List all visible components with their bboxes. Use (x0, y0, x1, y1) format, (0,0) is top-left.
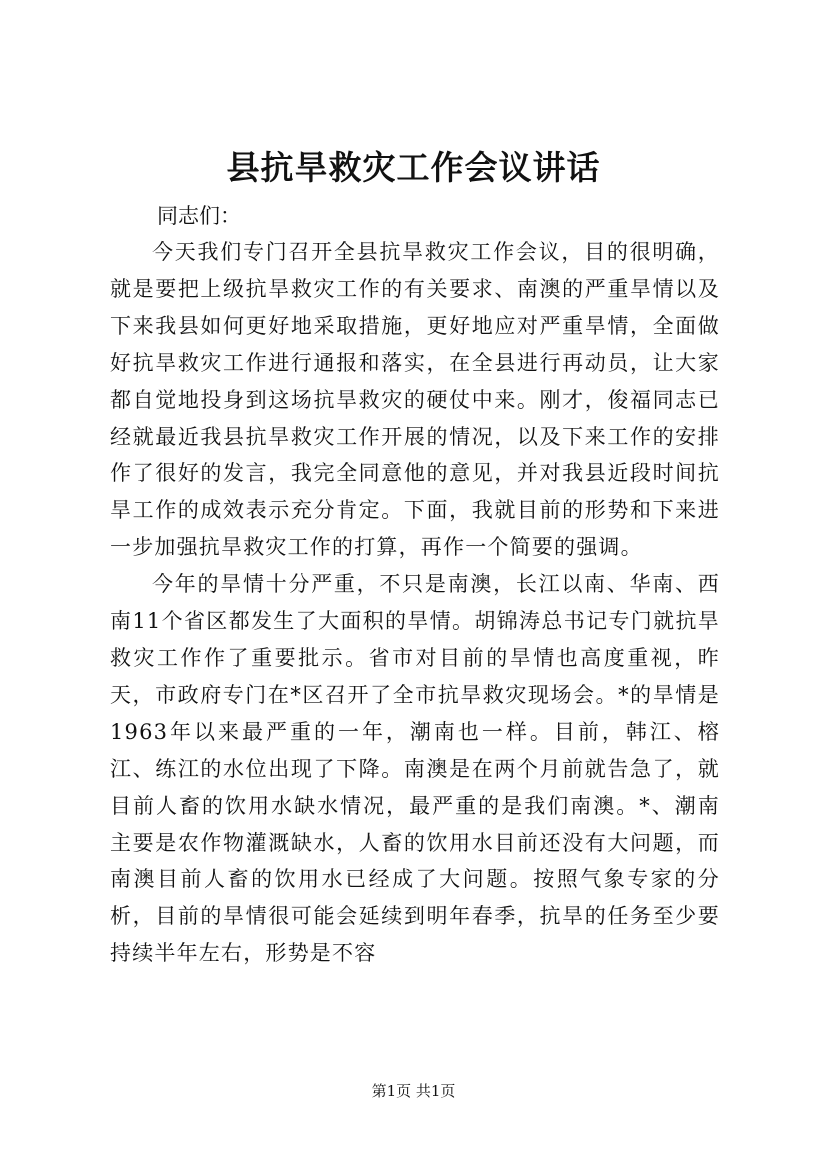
document-title: 县抗旱救灾工作会议讲话 (226, 148, 601, 187)
paragraph: 今天我们专门召开全县抗旱救灾工作会议，目的很明确，就是要把上级抗旱救灾工作的有关要求、南澳的严重旱情以及下来我县如何更好地采取措施，更好地应对严重旱情，全面做好抗旱救灾工作进行通报和落实，在全县进行再动员，让大家都自觉地投身到这场抗旱救灾的硬仗中来。刚才，俊福同志已经就最近我县抗旱救灾工作开展的情况，以及下来工作的安排作了很好的发言，我完全同意他的意见，并对我县近段时间抗旱工作的成效表示充分肯定。下面，我就目前的形势和下来进一步加强抗旱救灾工作的打算，再作一个简要的强调。 (110, 240, 720, 560)
paragraph: 今年的旱情十分严重，不只是南澳，长江以南、华南、西南11个省区都发生了大面积的旱情。胡锦涛总书记专门就抗旱救灾工作作了重要批示。省市对目前的旱情也高度重视，昨天，市政府专门在*区召开了全市抗旱救灾现场会。*的旱情是1963年以来最严重的一年，潮南也一样。目前，韩江、榕江、练江的水位出现了下降。南澳是在两个月前就告急了，就目前人畜的饮用水缺水情况，最严重的是我们南澳。*、潮南主要是农作物灌溉缺水，人畜的饮用水目前还没有大问题，而南澳目前人畜的饮用水已经成了大问题。按照气象专家的分析，目前的旱情很可能会延续到明年春季，抗旱的任务至少要持续半年左右，形势是不容 (110, 572, 720, 966)
salutation: 同志们： (157, 204, 241, 228)
page-footer: 第1页 共1页 (371, 1082, 456, 1100)
document-body (110, 234, 720, 972)
